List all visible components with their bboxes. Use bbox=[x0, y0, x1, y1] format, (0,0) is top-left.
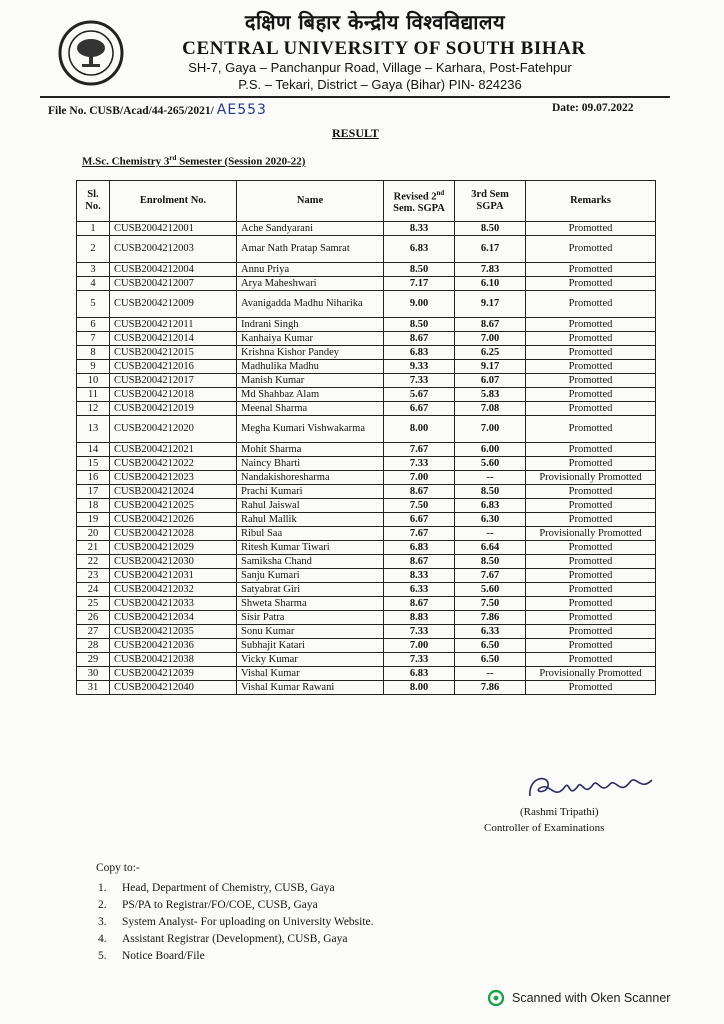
cell-enrolment: CUSB2004212032 bbox=[110, 583, 237, 597]
cell-remarks: Promotted bbox=[526, 222, 656, 236]
address-line-1: SH-7, Gaya – Panchanpur Road, Village – Karhara, Post-Fatehpur bbox=[188, 60, 572, 75]
header-3rd-sem-sgpa: 3rd Sem SGPA bbox=[455, 181, 526, 222]
cell-name: Shweta Sharma bbox=[237, 597, 384, 611]
cell-3rd-sem-sgpa: 6.50 bbox=[455, 639, 526, 653]
cell-name: Ribul Saa bbox=[237, 527, 384, 541]
copy-to-list bbox=[98, 880, 374, 965]
cell-remarks: Promotted bbox=[526, 374, 656, 388]
cell-3rd-sem-sgpa: -- bbox=[455, 667, 526, 681]
table-row bbox=[77, 527, 656, 541]
result-heading: RESULT bbox=[332, 126, 379, 140]
cell-sl-no: 22 bbox=[77, 555, 110, 569]
cell-revised-2nd-sgpa: 6.83 bbox=[384, 667, 455, 681]
cell-3rd-sem-sgpa: 6.50 bbox=[455, 653, 526, 667]
cell-name: Kanhaiya Kumar bbox=[237, 332, 384, 346]
cell-3rd-sem-sgpa: 6.64 bbox=[455, 541, 526, 555]
table-row bbox=[77, 555, 656, 569]
table-row bbox=[77, 457, 656, 471]
cell-remarks: Promotted bbox=[526, 318, 656, 332]
cell-sl-no: 3 bbox=[77, 263, 110, 277]
table-row bbox=[77, 513, 656, 527]
cell-revised-2nd-sgpa: 7.67 bbox=[384, 443, 455, 457]
cell-remarks: Promotted bbox=[526, 597, 656, 611]
cell-sl-no: 26 bbox=[77, 611, 110, 625]
table-row bbox=[77, 597, 656, 611]
cell-sl-no: 20 bbox=[77, 527, 110, 541]
cell-remarks: Promotted bbox=[526, 681, 656, 695]
header-revised-2nd-sgpa: Revised 2nd Sem. SGPA bbox=[384, 181, 455, 222]
cell-3rd-sem-sgpa: 6.83 bbox=[455, 499, 526, 513]
course-title: M.Sc. Chemistry 3rd Semester (Session 2020-22) bbox=[82, 154, 306, 168]
cell-enrolment: CUSB2004212039 bbox=[110, 667, 237, 681]
cell-revised-2nd-sgpa: 8.67 bbox=[384, 555, 455, 569]
cell-revised-2nd-sgpa: 7.00 bbox=[384, 639, 455, 653]
header-divider bbox=[40, 96, 670, 98]
cell-sl-no: 1 bbox=[77, 222, 110, 236]
table-row bbox=[77, 318, 656, 332]
table-row bbox=[77, 541, 656, 555]
scanner-label: Scanned with Oken Scanner bbox=[512, 991, 671, 1005]
cell-sl-no: 15 bbox=[77, 457, 110, 471]
cell-remarks: Promotted bbox=[526, 346, 656, 360]
cell-revised-2nd-sgpa: 6.67 bbox=[384, 513, 455, 527]
cell-remarks: Promotted bbox=[526, 499, 656, 513]
cell-revised-2nd-sgpa: 8.67 bbox=[384, 597, 455, 611]
cell-sl-no: 13 bbox=[77, 416, 110, 443]
cell-name: Ritesh Kumar Tiwari bbox=[237, 541, 384, 555]
cell-enrolment: CUSB2004212003 bbox=[110, 236, 237, 263]
cell-3rd-sem-sgpa: 9.17 bbox=[455, 360, 526, 374]
cell-enrolment: CUSB2004212007 bbox=[110, 277, 237, 291]
cell-name: Rahul Jaiswal bbox=[237, 499, 384, 513]
cell-revised-2nd-sgpa: 7.33 bbox=[384, 374, 455, 388]
cell-remarks: Provisionally Promotted bbox=[526, 667, 656, 681]
header-enrolment: Enrolment No. bbox=[110, 181, 237, 222]
cell-name: Indrani Singh bbox=[237, 318, 384, 332]
header-sl-no: Sl. No. bbox=[77, 181, 110, 222]
cell-sl-no: 10 bbox=[77, 374, 110, 388]
cell-3rd-sem-sgpa: 5.60 bbox=[455, 457, 526, 471]
scanner-watermark bbox=[488, 990, 670, 1006]
cell-3rd-sem-sgpa: 6.07 bbox=[455, 374, 526, 388]
table-header-row bbox=[77, 181, 656, 222]
cell-remarks: Promotted bbox=[526, 485, 656, 499]
cell-name: Vishal Kumar Rawani bbox=[237, 681, 384, 695]
table-row bbox=[77, 402, 656, 416]
letterhead bbox=[0, 0, 724, 100]
cell-name: Mohit Sharma bbox=[237, 443, 384, 457]
university-hindi-name: दक्षिण बिहार केन्द्रीय विश्वविद्यालय bbox=[244, 10, 506, 34]
cell-remarks: Promotted bbox=[526, 457, 656, 471]
cell-enrolment: CUSB2004212026 bbox=[110, 513, 237, 527]
file-number-handwritten: AE553 bbox=[216, 102, 267, 118]
cell-remarks: Provisionally Promotted bbox=[526, 527, 656, 541]
cell-sl-no: 29 bbox=[77, 653, 110, 667]
cell-revised-2nd-sgpa: 6.83 bbox=[384, 236, 455, 263]
cell-3rd-sem-sgpa: 8.50 bbox=[455, 485, 526, 499]
cell-3rd-sem-sgpa: 8.67 bbox=[455, 318, 526, 332]
cell-revised-2nd-sgpa: 8.50 bbox=[384, 263, 455, 277]
cell-enrolment: CUSB2004212014 bbox=[110, 332, 237, 346]
cell-remarks: Promotted bbox=[526, 360, 656, 374]
cell-sl-no: 19 bbox=[77, 513, 110, 527]
cell-name: Manish Kumar bbox=[237, 374, 384, 388]
cell-enrolment: CUSB2004212028 bbox=[110, 527, 237, 541]
cell-3rd-sem-sgpa: 6.17 bbox=[455, 236, 526, 263]
cell-remarks: Promotted bbox=[526, 443, 656, 457]
cell-name: Rahul Mallik bbox=[237, 513, 384, 527]
cell-3rd-sem-sgpa: -- bbox=[455, 527, 526, 541]
cell-sl-no: 28 bbox=[77, 639, 110, 653]
table-row bbox=[77, 569, 656, 583]
cell-sl-no: 16 bbox=[77, 471, 110, 485]
cell-remarks: Promotted bbox=[526, 611, 656, 625]
table-row bbox=[77, 667, 656, 681]
cell-sl-no: 23 bbox=[77, 569, 110, 583]
cell-enrolment: CUSB2004212004 bbox=[110, 263, 237, 277]
cell-3rd-sem-sgpa: 7.08 bbox=[455, 402, 526, 416]
result-table bbox=[76, 180, 656, 695]
cell-name: Prachi Kumari bbox=[237, 485, 384, 499]
cell-name: Amar Nath Pratap Samrat bbox=[237, 236, 384, 263]
cell-enrolment: CUSB2004212034 bbox=[110, 611, 237, 625]
list-item: 1. Head, Department of Chemistry, CUSB, Gaya bbox=[98, 882, 335, 894]
cell-3rd-sem-sgpa: 7.00 bbox=[455, 416, 526, 443]
cell-name: Sanju Kumari bbox=[237, 569, 384, 583]
cell-3rd-sem-sgpa: 7.00 bbox=[455, 332, 526, 346]
copy-to-heading: Copy to:- bbox=[96, 862, 140, 874]
cell-revised-2nd-sgpa: 6.83 bbox=[384, 541, 455, 555]
table-row bbox=[77, 625, 656, 639]
cell-3rd-sem-sgpa: 6.30 bbox=[455, 513, 526, 527]
cell-enrolment: CUSB2004212020 bbox=[110, 416, 237, 443]
cell-sl-no: 7 bbox=[77, 332, 110, 346]
cell-revised-2nd-sgpa: 5.67 bbox=[384, 388, 455, 402]
file-number bbox=[48, 102, 267, 118]
cell-revised-2nd-sgpa: 8.67 bbox=[384, 332, 455, 346]
cell-name: Krishna Kishor Pandey bbox=[237, 346, 384, 360]
table-row bbox=[77, 471, 656, 485]
cell-enrolment: CUSB2004212016 bbox=[110, 360, 237, 374]
cell-3rd-sem-sgpa: 7.86 bbox=[455, 611, 526, 625]
table-row bbox=[77, 443, 656, 457]
address-line-2: P.S. – Tekari, District – Gaya (Bihar) PIN- 824236 bbox=[238, 77, 522, 92]
cell-name: Sonu Kumar bbox=[237, 625, 384, 639]
cell-revised-2nd-sgpa: 8.33 bbox=[384, 569, 455, 583]
cell-remarks: Promotted bbox=[526, 388, 656, 402]
table-row bbox=[77, 416, 656, 443]
cell-name: Megha Kumari Vishwakarma bbox=[237, 416, 384, 443]
cell-sl-no: 17 bbox=[77, 485, 110, 499]
cell-enrolment: CUSB2004212023 bbox=[110, 471, 237, 485]
cell-enrolment: CUSB2004212015 bbox=[110, 346, 237, 360]
cell-3rd-sem-sgpa: 8.50 bbox=[455, 555, 526, 569]
university-seal-icon bbox=[58, 20, 124, 86]
header-remarks: Remarks bbox=[526, 181, 656, 222]
cell-name: Vicky Kumar bbox=[237, 653, 384, 667]
cell-remarks: Promotted bbox=[526, 236, 656, 263]
cell-name: Nandakishoresharma bbox=[237, 471, 384, 485]
cell-sl-no: 25 bbox=[77, 597, 110, 611]
cell-enrolment: CUSB2004212035 bbox=[110, 625, 237, 639]
table-row bbox=[77, 360, 656, 374]
cell-name: Samiksha Chand bbox=[237, 555, 384, 569]
cell-sl-no: 4 bbox=[77, 277, 110, 291]
cell-name: Meenal Sharma bbox=[237, 402, 384, 416]
signatory-name: (Rashmi Tripathi) bbox=[520, 806, 599, 818]
list-item: 4. Assistant Registrar (Development), CUSB, Gaya bbox=[98, 933, 348, 945]
cell-revised-2nd-sgpa: 9.00 bbox=[384, 291, 455, 318]
cell-enrolment: CUSB2004212009 bbox=[110, 291, 237, 318]
cell-3rd-sem-sgpa: 7.50 bbox=[455, 597, 526, 611]
cell-remarks: Promotted bbox=[526, 541, 656, 555]
oken-scanner-icon bbox=[488, 990, 504, 1006]
cell-enrolment: CUSB2004212040 bbox=[110, 681, 237, 695]
cell-remarks: Promotted bbox=[526, 569, 656, 583]
cell-revised-2nd-sgpa: 7.33 bbox=[384, 653, 455, 667]
cell-revised-2nd-sgpa: 8.50 bbox=[384, 318, 455, 332]
document-date: Date: 09.07.2022 bbox=[552, 102, 634, 114]
cell-3rd-sem-sgpa: 5.83 bbox=[455, 388, 526, 402]
cell-revised-2nd-sgpa: 8.33 bbox=[384, 222, 455, 236]
cell-enrolment: CUSB2004212024 bbox=[110, 485, 237, 499]
cell-enrolment: CUSB2004212011 bbox=[110, 318, 237, 332]
cell-revised-2nd-sgpa: 7.67 bbox=[384, 527, 455, 541]
cell-enrolment: CUSB2004212001 bbox=[110, 222, 237, 236]
table-row bbox=[77, 653, 656, 667]
cell-sl-no: 8 bbox=[77, 346, 110, 360]
cell-remarks: Provisionally Promotted bbox=[526, 471, 656, 485]
cell-revised-2nd-sgpa: 6.33 bbox=[384, 583, 455, 597]
table-row bbox=[77, 374, 656, 388]
cell-revised-2nd-sgpa: 8.00 bbox=[384, 681, 455, 695]
cell-3rd-sem-sgpa: 6.33 bbox=[455, 625, 526, 639]
cell-sl-no: 31 bbox=[77, 681, 110, 695]
file-number-text: File No. CUSB/Acad/44-265/2021/ bbox=[48, 105, 214, 117]
cell-name: Naincy Bharti bbox=[237, 457, 384, 471]
cell-remarks: Promotted bbox=[526, 513, 656, 527]
cell-3rd-sem-sgpa: 8.50 bbox=[455, 222, 526, 236]
cell-name: Subhajit Katari bbox=[237, 639, 384, 653]
cell-enrolment: CUSB2004212018 bbox=[110, 388, 237, 402]
signatory-role: Controller of Examinations bbox=[484, 822, 605, 834]
cell-revised-2nd-sgpa: 7.50 bbox=[384, 499, 455, 513]
cell-sl-no: 2 bbox=[77, 236, 110, 263]
table-row bbox=[77, 277, 656, 291]
cell-name: Md Shahbaz Alam bbox=[237, 388, 384, 402]
table-row bbox=[77, 346, 656, 360]
cell-3rd-sem-sgpa: 9.17 bbox=[455, 291, 526, 318]
cell-name: Madhulika Madhu bbox=[237, 360, 384, 374]
cell-revised-2nd-sgpa: 7.33 bbox=[384, 625, 455, 639]
list-item: 5. Notice Board/File bbox=[98, 950, 205, 962]
header-name: Name bbox=[237, 181, 384, 222]
cell-3rd-sem-sgpa: 7.86 bbox=[455, 681, 526, 695]
table-row bbox=[77, 332, 656, 346]
table-row bbox=[77, 499, 656, 513]
cell-name: Vishal Kumar bbox=[237, 667, 384, 681]
cell-sl-no: 11 bbox=[77, 388, 110, 402]
cell-3rd-sem-sgpa: 6.25 bbox=[455, 346, 526, 360]
cell-sl-no: 21 bbox=[77, 541, 110, 555]
table-row bbox=[77, 485, 656, 499]
cell-remarks: Promotted bbox=[526, 263, 656, 277]
cell-remarks: Promotted bbox=[526, 402, 656, 416]
cell-remarks: Promotted bbox=[526, 625, 656, 639]
cell-revised-2nd-sgpa: 6.67 bbox=[384, 402, 455, 416]
cell-3rd-sem-sgpa: 6.00 bbox=[455, 443, 526, 457]
table-row bbox=[77, 681, 656, 695]
cell-3rd-sem-sgpa: 7.83 bbox=[455, 263, 526, 277]
cell-enrolment: CUSB2004212038 bbox=[110, 653, 237, 667]
table-row bbox=[77, 291, 656, 318]
cell-enrolment: CUSB2004212019 bbox=[110, 402, 237, 416]
cell-revised-2nd-sgpa: 8.67 bbox=[384, 485, 455, 499]
cell-sl-no: 27 bbox=[77, 625, 110, 639]
cell-revised-2nd-sgpa: 8.83 bbox=[384, 611, 455, 625]
cell-remarks: Promotted bbox=[526, 416, 656, 443]
cell-enrolment: CUSB2004212021 bbox=[110, 443, 237, 457]
cell-revised-2nd-sgpa: 7.00 bbox=[384, 471, 455, 485]
signature-handwritten bbox=[520, 766, 670, 806]
cell-revised-2nd-sgpa: 7.17 bbox=[384, 277, 455, 291]
cell-remarks: Promotted bbox=[526, 653, 656, 667]
cell-enrolment: CUSB2004212030 bbox=[110, 555, 237, 569]
cell-sl-no: 18 bbox=[77, 499, 110, 513]
cell-name: Satyabrat Giri bbox=[237, 583, 384, 597]
list-item: 2. PS/PA to Registrar/FO/COE, CUSB, Gaya bbox=[98, 899, 318, 911]
cell-enrolment: CUSB2004212022 bbox=[110, 457, 237, 471]
cell-revised-2nd-sgpa: 9.33 bbox=[384, 360, 455, 374]
cell-name: Avanigadda Madhu Niharika bbox=[237, 291, 384, 318]
cell-sl-no: 14 bbox=[77, 443, 110, 457]
table-row bbox=[77, 583, 656, 597]
cell-remarks: Promotted bbox=[526, 291, 656, 318]
cell-name: Ache Sandyarani bbox=[237, 222, 384, 236]
cell-3rd-sem-sgpa: 7.67 bbox=[455, 569, 526, 583]
cell-enrolment: CUSB2004212017 bbox=[110, 374, 237, 388]
cell-remarks: Promotted bbox=[526, 555, 656, 569]
cell-enrolment: CUSB2004212033 bbox=[110, 597, 237, 611]
table-row bbox=[77, 611, 656, 625]
cell-remarks: Promotted bbox=[526, 332, 656, 346]
cell-sl-no: 6 bbox=[77, 318, 110, 332]
cell-3rd-sem-sgpa: -- bbox=[455, 471, 526, 485]
cell-name: Arya Maheshwari bbox=[237, 277, 384, 291]
table-row bbox=[77, 639, 656, 653]
cell-sl-no: 9 bbox=[77, 360, 110, 374]
table-row bbox=[77, 222, 656, 236]
table-row bbox=[77, 388, 656, 402]
university-name: CENTRAL UNIVERSITY OF SOUTH BIHAR bbox=[182, 38, 586, 59]
cell-revised-2nd-sgpa: 7.33 bbox=[384, 457, 455, 471]
cell-3rd-sem-sgpa: 6.10 bbox=[455, 277, 526, 291]
cell-sl-no: 30 bbox=[77, 667, 110, 681]
table-row bbox=[77, 263, 656, 277]
cell-revised-2nd-sgpa: 8.00 bbox=[384, 416, 455, 443]
cell-enrolment: CUSB2004212036 bbox=[110, 639, 237, 653]
cell-name: Annu Priya bbox=[237, 263, 384, 277]
cell-enrolment: CUSB2004212031 bbox=[110, 569, 237, 583]
cell-sl-no: 5 bbox=[77, 291, 110, 318]
cell-name: Sisir Patra bbox=[237, 611, 384, 625]
table-body bbox=[77, 222, 656, 695]
cell-enrolment: CUSB2004212029 bbox=[110, 541, 237, 555]
cell-sl-no: 24 bbox=[77, 583, 110, 597]
cell-3rd-sem-sgpa: 5.60 bbox=[455, 583, 526, 597]
cell-sl-no: 12 bbox=[77, 402, 110, 416]
table-row bbox=[77, 236, 656, 263]
cell-remarks: Promotted bbox=[526, 639, 656, 653]
cell-enrolment: CUSB2004212025 bbox=[110, 499, 237, 513]
cell-revised-2nd-sgpa: 6.83 bbox=[384, 346, 455, 360]
cell-remarks: Promotted bbox=[526, 583, 656, 597]
cell-remarks: Promotted bbox=[526, 277, 656, 291]
list-item: 3. System Analyst- For uploading on University Website. bbox=[98, 916, 374, 928]
